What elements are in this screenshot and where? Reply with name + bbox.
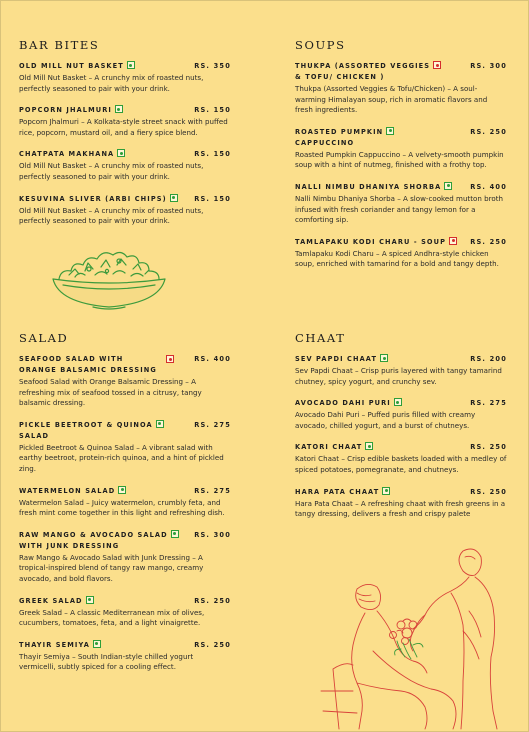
item-name: THUKPA (ASSORTED VEGGIES [295,62,431,70]
item-description: Seafood Salad with Orange Balsamic Dressing – A refreshing mix of seafood tossed in a citrusy, tangy balsamic dressing. [19,377,202,408]
veg-icon [386,127,394,135]
item-name: TAMLAPAKU KODI CHARU - SOUP [295,237,447,246]
item-name: CHATPATA MAKHANA [19,150,115,159]
item-name: RAW MANGO & AVOCADO SALAD [19,530,168,539]
veg-icon [93,640,101,648]
menu-item [19,354,231,409]
item-price: RS. 250 [194,596,231,605]
item-name: GREEK SALAD [19,596,83,605]
item-price: RS. 150 [194,150,231,159]
nonveg-icon [433,61,441,69]
item-price: RS. 400 [194,355,231,363]
item-description: Sev Papdi Chaat – Crisp puris layered with tangy tamarind chutney, spicy yogurt, and crunchy sev. [295,366,502,386]
veg-icon [117,149,125,157]
menu-item [295,442,507,475]
item-price: RS. 250 [470,487,507,496]
veg-icon [115,105,123,113]
item-price: RS. 350 [194,62,231,70]
menu-item [19,640,231,673]
menu-item [19,61,231,94]
item-price: RS. 150 [194,194,231,203]
item-name: AVOCADO DAHI PURI [295,399,391,408]
item-price: RS. 300 [194,530,231,539]
nonveg-icon [166,355,174,363]
item-description: Hara Pata Chaat – A refreshing chaat with fresh greens in a tangy dressing, delivers a fresh and crispy palete [295,498,506,519]
veg-icon [171,530,179,538]
chaat-section [295,331,507,531]
item-name: KATORI CHAAT [295,443,363,452]
veg-icon [394,398,402,406]
item-name-line2: & TOFU/ CHICKEN ) [295,73,385,81]
menu-item [19,486,231,519]
item-name: NALLI NIMBU DHANIYA SHORBA [295,182,442,191]
section-title-chaat: CHAAT [295,331,346,345]
veg-icon [365,442,373,450]
item-description: Avocado Dahi Puri – Puffed puris filled with creamy avocado, chilled yogurt, and a burst of chutneys. [295,410,476,430]
menu-item [295,354,507,387]
menu-item [19,149,231,182]
item-description: Tamlapaku Kodi Charu – A spiced Andhra-style chicken soup, enriched with tamarind for a bold and tangy depth. [295,248,499,269]
item-price: RS. 300 [470,62,507,70]
item-name-line2: SALAD [19,431,50,440]
veg-icon [118,486,126,494]
veg-icon [444,182,452,190]
item-price: RS. 275 [470,399,507,408]
item-price: RS. 250 [470,127,507,136]
section-title-bar-bites: BAR BITES [19,38,100,52]
item-name-line2: ORANGE BALSAMIC DRESSING [19,366,157,374]
item-description: Nalli Nimbu Dhaniya Shorba – A slow-cooked mutton broth infused with fresh coriander and tangy lemon for a comforting sip. [295,193,503,225]
item-price: RS. 250 [470,443,507,452]
item-description: Watermelon Salad – Juicy watermelon, crumbly feta, and fresh mint come together in this light and refreshing dish. [19,497,225,518]
nonveg-icon [449,237,457,245]
item-name-line2: WITH JUNK DRESSING [19,541,120,550]
menu-item [19,105,231,138]
veg-icon [156,420,164,428]
item-description: Pickled Beetroot & Quinoa Salad – A vibrant salad with earthy beetroot, protein-rich quinoa, and a hint of pickled zing. [19,442,224,473]
menu-item [19,420,231,475]
item-price: RS. 275 [194,420,231,429]
item-description: Popcorn Jhalmuri – A Kolkata-style street snack with puffed rice, popcorn, mustard oil, and a fiery spice blend. [19,117,228,137]
item-description: Roasted Pumpkin Cappuccino – A velvety-smooth pumpkin soup with a hint of nutmeg, finished with a frothy top. [295,149,504,170]
salad-section [19,331,231,684]
item-description: Old Mill Nut Basket – A crunchy mix of roasted nuts, perfectly seasoned to pair with your drink. [19,205,204,226]
menu-item [295,182,507,226]
menu-item [295,487,507,520]
item-name: THAYIR SEMIYA [19,640,90,649]
menu-item [19,596,231,629]
bar-bites-section [19,38,231,238]
item-description: Thayir Semiya – South Indian-style chilled yogurt vermicelli, subtly spiced for a cooling effect. [19,651,194,672]
section-title-salad: SALAD [19,331,69,345]
item-description: Katori Chaat – Crisp edible baskets loaded with a medley of spiced potatoes, pomegranate, and chutneys. [295,454,507,474]
veg-icon [380,354,388,362]
menu-item [295,61,507,116]
menu-item [19,194,231,227]
item-description: Raw Mango & Avocado Salad with Junk Dressing – A tropical-inspired blend of tangy raw mango, creamy avocado, and bold flavors. [19,552,204,583]
item-name: SEV PAPDI CHAAT [295,355,378,363]
item-description: Old Mill Nut Basket – A crunchy mix of roasted nuts, perfectly seasoned to pair with your drink. [19,161,204,181]
menu-item [295,398,507,431]
salad-bowl-illustration [49,241,169,313]
item-price: RS. 150 [194,106,231,115]
menu-item [19,530,231,585]
item-description: Thukpa (Assorted Veggies & Tofu/Chicken) – A soul-warming Himalayan soup, rich in aromatic flavors and fresh ingredients. [295,84,488,115]
couple-line-illustration [313,541,523,731]
menu-item [295,127,507,171]
item-price: RS. 200 [470,355,507,363]
veg-icon [382,487,390,495]
item-price: RS. 275 [194,486,231,495]
menu-item [295,237,507,270]
veg-icon [127,61,135,69]
item-name: POPCORN JHALMURI [19,106,112,115]
item-name: WATERMELON SALAD [19,486,116,495]
soups-section [295,38,507,281]
item-name: HARA PATA CHAAT [295,487,380,496]
item-price: RS. 400 [470,182,507,191]
item-name-line2: CAPPUCCINO [295,138,355,147]
veg-icon [170,194,178,202]
item-name: OLD MILL NUT BASKET [19,62,124,70]
item-price: RS. 250 [194,640,231,649]
item-description: Greek Salad – A classic Mediterranean mix of olives, cucumbers, tomatoes, feta, and a light vinaigrette. [19,607,205,628]
item-description: Old Mill Nut Basket – A crunchy mix of roasted nuts, perfectly seasoned to pair with your drink. [19,73,204,93]
item-name: PICKLE BEETROOT & QUINOA [19,420,153,429]
item-name: ROASTED PUMPKIN [295,127,384,136]
section-title-soups: SOUPS [295,38,346,52]
item-name: KESUVINA SLIVER (ARBI CHIPS) [19,194,167,203]
item-price: RS. 250 [470,237,507,246]
item-name: SEAFOOD SALAD WITH [19,355,124,363]
veg-icon [86,596,94,604]
